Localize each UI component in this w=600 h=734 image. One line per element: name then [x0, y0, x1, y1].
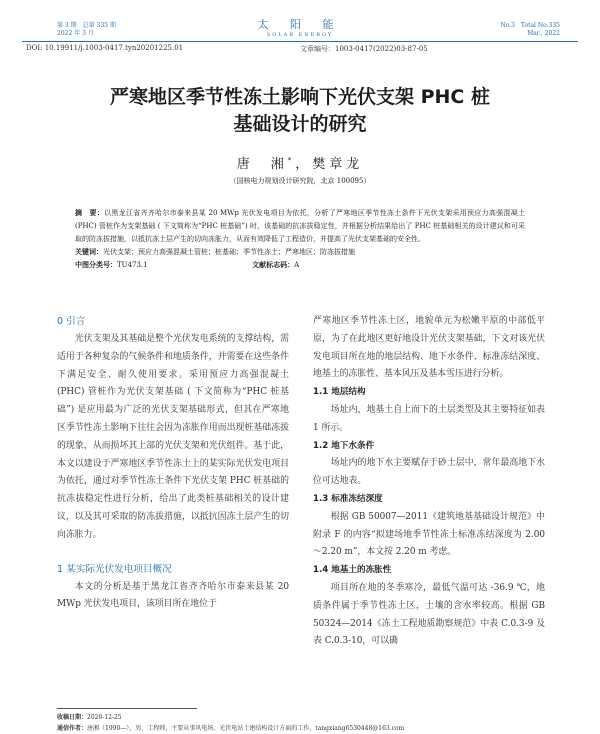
section-1-4-title: 1.4 地基土的冻胀性 — [313, 565, 392, 576]
author-note-label: 通信作者： — [57, 725, 88, 732]
left-column — [57, 313, 289, 614]
section-1-1-paragraph: 场址内，地基土自上而下的土层类型及其主要特征如表 1 所示。 — [313, 404, 545, 433]
continued-paragraph: 严寒地区季节性冻土区，地貌单元为松嫩平原的中部低平原，为了在此地区更好地设计光伏支架基础，下文对该光伏发电项目所在地的地层结构、地下水条件、标准冻结深度、地基土的冻胀性、基本风压及基本雪压进行分析。 — [313, 316, 545, 380]
abstract-label: 摘 要： — [75, 209, 105, 217]
author-note-value: 唐湘（1990—），男，工程师，主要从事风电场、光伏电站土建结构设计方面的工作。tangxiang6530448@163.com — [87, 725, 405, 732]
issue-info — [57, 22, 116, 38]
journal-name-en: SOLAR ENERGY — [266, 32, 334, 38]
title-line-2: 基础设计的研究 — [233, 113, 367, 135]
issue-info-en — [460, 22, 560, 38]
received-label: 收稿日期： — [57, 714, 88, 721]
classification — [75, 259, 525, 272]
article-number: 文章编号：1003-0417(2022)03-87-05 — [300, 45, 428, 53]
footnote-rule — [57, 708, 197, 709]
abstract-text: 以黑龙江省齐齐哈尔市泰来县某 20 MWp 光伏发电项目为依托，分析了严寒地区季节性冻土条件下光伏支架采用预应力高强混凝土 (PHC) 管桩作为支架基础 ( 下文简称为“PHC 桩基础”) 时，该基础的抗冻拔稳定性，并根据分析结果给出了 PHC 桩基础相关的设计建议和可采取的防冻拔措施，以抵抗冻土层产生的切向冻胀力，从而有效降低了工程造价，并提高了光伏支架基础的安全性。 — [75, 209, 525, 243]
section-1-3-paragraph: 根据 GB 50007—2011《建筑地基基础设计规范》中附录 F 的内容“拟建场地季节性冻土标准冻结深度为 2.00～2.20 m”，本文按 2.20 m 考虑。 — [313, 511, 545, 558]
section-1-2-title: 1.2 地下水条件 — [313, 440, 375, 451]
section-1-4-paragraph: 项目所在地的冬季寒冷，最低气温可达 -36.9 ℃，地质条件属于季节性冻土区，土壤的含水率较高。根据 GB 50324—2014《冻土工程地质勘察规范》中表 C.0.3-9 及表 C.0.3-10，可以确 — [313, 582, 545, 647]
section-1-3-title: 1.3 标准冻结深度 — [313, 493, 383, 504]
doc-code-value: A — [294, 261, 300, 269]
section-0-paragraph: 光伏支架及其基础是整个光伏发电系统的支撑结构，需适用于各种复杂的气候条件和地质条件，并需要在这些条件下满足安全、耐久使用要求。采用预应力高强混凝土 (PHC) 管桩作为光伏支架基础 ( 下文简称为“PHC 桩基础”) 是应用最为广泛的光伏支架基础形式，但其在严寒地区季节性冻土影响下往往会因为冻胀作用而出现桩基础冻拔的现象，从而损坏其上部的光伏支架和光伏组件。基于此，本文以建设于严寒地区季节性冻土上的某实际光伏发电项目为依托，通过对季节性冻土条件下光伏支架 PHC 桩基础的抗冻拔稳定性进行分析，给出了此类桩基础相关的设计建议，以及其可采取的防冻拔措施，以抵抗因冻土层产生的切向冻胀力。 — [57, 334, 289, 540]
issue-date-en: Mar., 2022 — [527, 30, 560, 37]
author-1: 唐 湘 — [236, 157, 288, 172]
issue-number-en: No.3 Total No.335 — [500, 22, 560, 29]
keywords-label: 关键词： — [75, 248, 103, 256]
author-2: ，樊章龙 — [295, 157, 364, 172]
header-rule — [22, 41, 578, 42]
issue-number: 第 3 期 总第 335 期 — [57, 22, 116, 29]
section-0-title: 0 引言 — [57, 316, 86, 327]
abstract-block — [75, 207, 525, 272]
doc-code-label: 文献标志码： — [252, 261, 295, 269]
received-value: 2020-12-25 — [87, 714, 122, 721]
keywords — [75, 246, 525, 259]
section-1-title: 1 某实际光伏发电项目概况 — [57, 563, 172, 575]
section-1-1-title: 1.1 地层结构 — [313, 387, 366, 398]
paper-title — [20, 84, 580, 138]
footnote — [57, 712, 577, 734]
abstract — [75, 207, 525, 246]
journal-masthead — [240, 16, 360, 38]
doi: DOI: 10.19911/j.1003-0417.tyn20201225.01 — [26, 44, 184, 52]
clc-value: TU473.1 — [117, 261, 148, 269]
keywords-text: 光伏支架；预应力高强混凝土管桩；桩基础；季节性冻土；严寒地区；防冻拔措施 — [103, 248, 355, 256]
title-line-1: 严寒地区季节性冻土影响下光伏支架 PHC 桩 — [109, 86, 490, 108]
received-date — [57, 712, 577, 723]
journal-name: 太 阳 能 — [257, 18, 343, 31]
issue-date: 2022 年 3 月 — [57, 30, 94, 37]
section-1-2-paragraph: 场址内的地下水主要赋存于砂土层中，常年最高地下水位可达地表。 — [313, 458, 545, 487]
section-1-paragraph: 本文的分析是基于黑龙江省齐齐哈尔市泰来县某 20 MWp 光伏发电项目，该项目所在地位于 — [57, 581, 289, 610]
corresponding-author — [57, 723, 577, 734]
clc-label: 中图分类号： — [75, 261, 117, 269]
affiliation: （国核电力规划设计研究院，北京 100095） — [229, 177, 371, 185]
corresponding-mark: * — [287, 156, 296, 165]
right-column — [313, 313, 545, 651]
authors — [0, 153, 600, 172]
